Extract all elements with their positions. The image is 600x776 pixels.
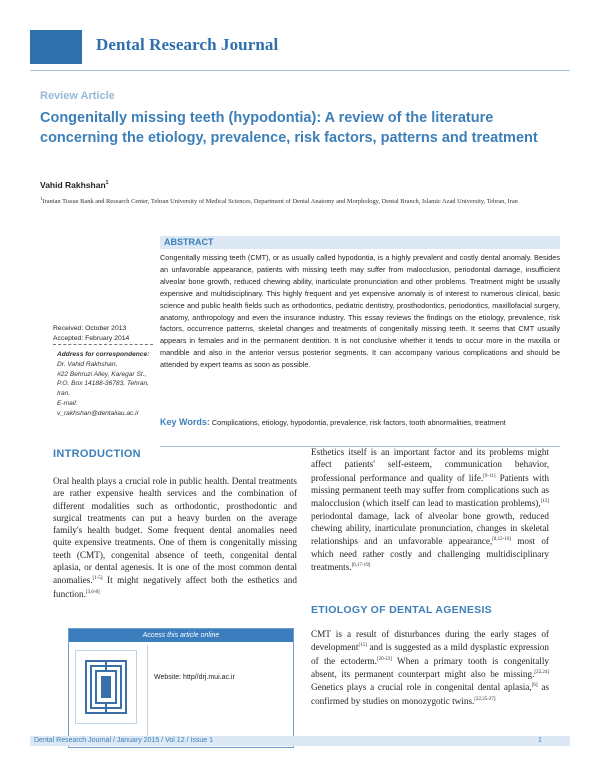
header-divider	[30, 70, 570, 71]
introduction-paragraph-2	[311, 446, 549, 573]
intro-p2-text-b: Patients with missing permanent teeth may suffer from complications such as malocclusion (which itself can lead to mastication problems),	[311, 472, 549, 509]
intro-p1-text-b: It might negatively affect both the esthetics and function.	[53, 575, 297, 599]
affiliation	[40, 195, 560, 207]
article-type: Review Article	[40, 90, 115, 102]
page-number: 1	[538, 737, 542, 744]
access-divider	[147, 645, 148, 742]
intro-p2-text-a: Esthetics itself is an important factor and its problems might affect patients' self-esteem, communication behavior, professional performance and quality of life.	[311, 447, 549, 483]
correspondence-label: Address for correspondence:	[57, 351, 150, 358]
access-article-box	[68, 628, 294, 748]
etiology-heading: ETIOLOGY OF DENTAL AGENESIS	[311, 604, 492, 616]
footer-citation: Dental Research Journal / January 2015 / Vol 12 / Issue 1	[34, 737, 213, 744]
author-affil-mark: 1	[105, 180, 109, 187]
correspondence-address: #22 Behruzi Alley, Karegar St., P.O. Box 14188-36783, Tehran, Iran.	[57, 370, 150, 398]
introduction-heading: INTRODUCTION	[53, 448, 141, 460]
correspondence-divider	[53, 344, 153, 345]
citation-ref: [15]	[358, 643, 367, 649]
received-date: Received: October 2013	[53, 325, 127, 332]
etio-text-e: as confirmed by studies on monozygotic twins.	[311, 682, 550, 706]
abstract-heading-bar	[160, 236, 560, 249]
intro-p1-text-a: Oral health plays a crucial role in public health. Dental treatments are rather expensive health services and the combination of different modalities such as orthodontic, prosthodontic and surgical treatments can put a heavy burden on the average family's health budget. Some frequent dental anomalies need quite expensive treatments. One of them is congenitally missing teeth (CMT), congenital absence of teeth, congenital dental aplasia, or dental agenesis. It is one of the most common dental anomalies.	[53, 476, 297, 586]
etio-text-a: CMT is a result of disturbances during the early stages of development	[311, 629, 549, 653]
citation-ref: [6]	[531, 683, 538, 689]
citation-ref: [3,6-8]	[85, 589, 100, 595]
website-link[interactable]: Website: http//drj.mui.ac.ir	[154, 674, 235, 681]
author-line	[40, 180, 108, 190]
affil-mark: 1	[40, 197, 43, 202]
citation-ref: [6,17-19]	[351, 562, 371, 568]
qr-code-icon	[84, 659, 128, 715]
citation-ref: [1-5]	[92, 576, 103, 582]
qr-code-frame	[75, 650, 137, 724]
accepted-date: Accepted: February 2014	[53, 334, 130, 342]
citation-ref: [22,25-27]	[474, 696, 496, 702]
journal-title: Dental Research Journal	[96, 35, 279, 54]
citation-ref: [20-23]	[376, 656, 392, 662]
citation-ref: [8,12-16]	[492, 537, 512, 543]
correspondence-block	[57, 350, 153, 419]
citation-ref: [9-11]	[483, 473, 496, 479]
article-dates	[53, 324, 153, 343]
author-name: Vahid Rakhshan	[40, 180, 106, 190]
etio-text-d: Genetics plays a crucial role in congenital dental aplasia,	[311, 682, 532, 693]
intro-p2-text-c: periodontal damage, lack of alveolar bone growth, reduced chewing ability, inarticulate pronunciation, changes in skeletal relationships and an unfavorable appearance,	[311, 510, 549, 547]
correspondence-email: E-mail: v_rakhshan@dentaliau.ac.ir	[57, 399, 139, 417]
introduction-paragraph-1	[53, 475, 297, 600]
etio-text-c: When a primary tooth is congenitally absent, its permanent counterpart might also be missing.	[311, 655, 550, 680]
keywords	[160, 417, 560, 429]
abstract-heading: ABSTRACT	[164, 237, 214, 247]
intro-p2-text-d: most of which need rather costly and challenging multidisciplinary treatments.	[311, 536, 549, 572]
journal-logo-bar	[30, 30, 82, 64]
etiology-paragraph-1	[311, 628, 549, 707]
keywords-label: Key Words:	[160, 417, 210, 427]
correspondence-name: Dr. Vahid Rakhshan,	[57, 360, 118, 368]
article-title: Congenitally missing teeth (hypodontia): A review of the literature concerning the etiology, prevalence, risk factors, patterns and treatment	[40, 110, 538, 146]
affiliation-text: Iranian Tissue Bank and Research Center, Tehran University of Medical Sciences, Department of Dental Anatomy and Morphology, Dental Branch, Islamic Azad University, Tehran, Iran	[42, 198, 518, 206]
citation-ref: [12]	[540, 499, 549, 505]
access-heading: Access this article online	[69, 629, 293, 642]
abstract-text: Congenitally missing teeth (CMT), or as usually called hypodontia, is a highly prevalent and costly dental anomaly. Besides an unfavorable appearance, patients with missing teeth may suffer from malocclusion, periodontal damage, insufficient alveolar bone growth, reduced chewing ability, inarticulate pronunciation and other problems. Treatment might be usually expensive and multidisciplinary. This highly frequent and yet expensive anomaly is of interest to numerous clinical, basic science and public health fields such as orthodontics, pediatric dentistry, prosthodontics, periodontics, maxillofacial surgery, anatomy, anthropology and even the insurance industry. This essay reviews the findings on the etiology, prevalence, risk factors, occurrence patterns, skeletal changes and treatments of congenitally missing teeth. It seems that CMT usually appears in females and in the permanent dentition. It is not conclusive whether it tends to occur more in the maxilla or mandible and also in the anterior versus posterior segments. It can accompany various complications and should be attended by expert teams as soon as possible.	[160, 253, 560, 370]
citation-ref: [22,24]	[534, 670, 549, 676]
etio-text-b: and is suggested as a mild dysplastic expression of the ectoderm.	[311, 642, 549, 666]
keywords-list: Complications, etiology, hypodontia, prevalence, risk factors, tooth abnormalities, treatment	[211, 418, 506, 427]
